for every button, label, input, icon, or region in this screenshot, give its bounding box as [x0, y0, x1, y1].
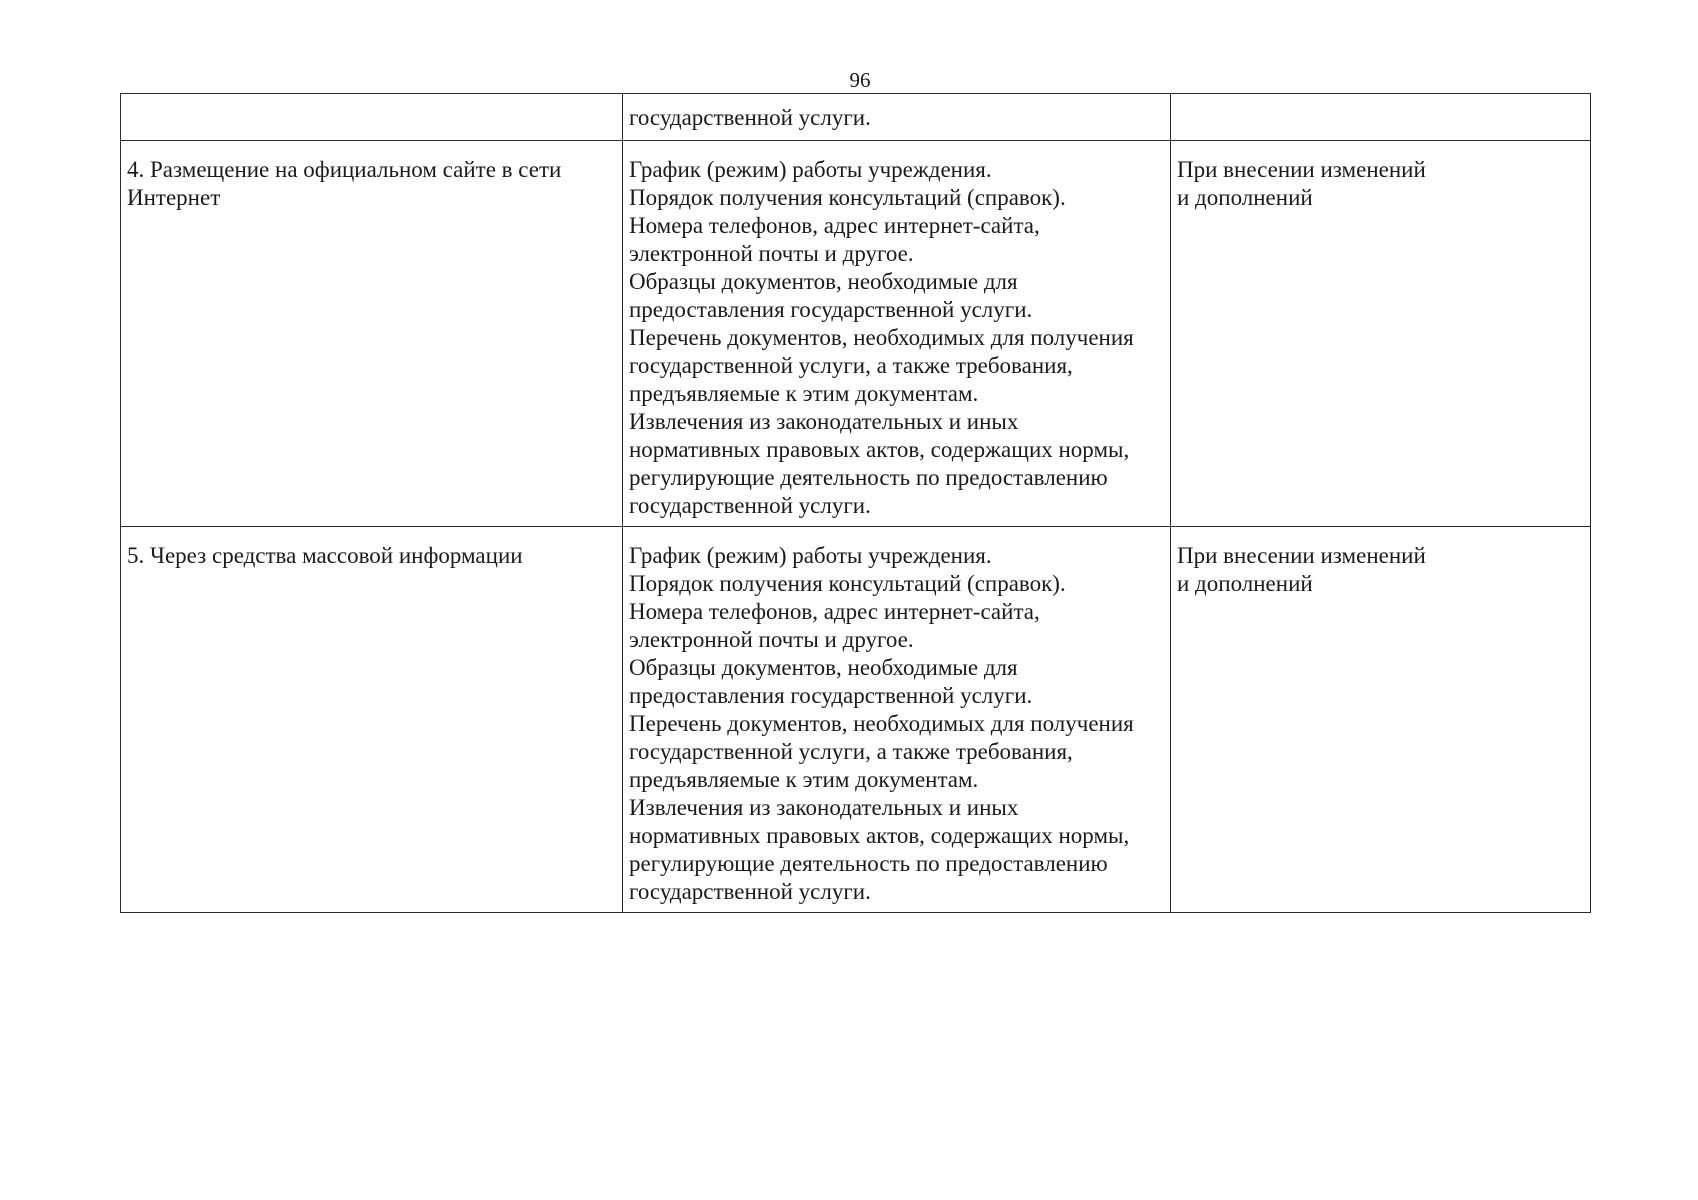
deadline-cell [1171, 94, 1591, 141]
table-row [121, 527, 1591, 913]
cell-text-line: предоставления государственной услуги. [629, 297, 1033, 322]
cell-text-line: Образцы документов, необходимые для [629, 269, 1018, 294]
cell-text-line: электронной почты и другое. [629, 241, 914, 266]
cell-text-line: Перечень документов, необходимых для получения [629, 711, 1134, 736]
cell-text-line: При внесении изменений [1177, 543, 1426, 568]
cell-text-line: Номера телефонов, адрес интернет-сайта, [629, 213, 1040, 238]
method-cell [121, 141, 623, 527]
deadline-cell [1171, 141, 1591, 527]
cell-text-line: государственной услуги. [629, 493, 871, 518]
cell-text-line: государственной услуги. [629, 879, 871, 904]
cell-text-line: предъявляемые к этим документам. [629, 381, 979, 406]
cell-text-line: Порядок получения консультаций (справок). [629, 185, 1066, 210]
cell-text-line: Номера телефонов, адрес интернет-сайта, [629, 599, 1040, 624]
cell-text-line: Образцы документов, необходимые для [629, 655, 1018, 680]
deadline-cell [1171, 527, 1591, 913]
cell-text-line: предоставления государственной услуги. [629, 683, 1033, 708]
cell-text-line: График (режим) работы учреждения. [629, 543, 992, 568]
cell-text-line: и дополнений [1177, 185, 1313, 210]
cell-text-line: нормативных правовых актов, содержащих нормы, [629, 437, 1130, 462]
cell-text-line: электронной почты и другое. [629, 627, 914, 652]
cell-text-line: государственной услуги, а также требования, [629, 353, 1073, 378]
content-cell [623, 94, 1171, 141]
cell-text-line: государственной услуги. [629, 105, 871, 130]
cell-text-line: При внесении изменений [1177, 157, 1426, 182]
method-cell [121, 94, 623, 141]
cell-text-line: Извлечения из законодательных и иных [629, 409, 1019, 434]
content-cell [623, 141, 1171, 527]
cell-text-line: регулирующие деятельность по предоставлению [629, 465, 1108, 490]
content-cell [623, 527, 1171, 913]
cell-text-line: нормативных правовых актов, содержащих нормы, [629, 823, 1130, 848]
cell-text-line: Порядок получения консультаций (справок). [629, 571, 1066, 596]
method-cell [121, 527, 623, 913]
info-table [120, 93, 1591, 913]
table-row [121, 94, 1591, 141]
cell-text-line: предъявляемые к этим документам. [629, 767, 979, 792]
page-number: 96 [849, 68, 871, 92]
cell-text-line: 5. Через средства массовой информации [127, 543, 523, 568]
cell-text-line: Перечень документов, необходимых для получения [629, 325, 1134, 350]
cell-text-line: 4. Размещение на официальном сайте в сети [127, 157, 562, 182]
cell-text-line: государственной услуги, а также требования, [629, 739, 1073, 764]
cell-text-line: График (режим) работы учреждения. [629, 157, 992, 182]
cell-text-line: Интернет [127, 185, 221, 210]
cell-text-line: регулирующие деятельность по предоставлению [629, 851, 1108, 876]
table-row [121, 141, 1591, 527]
cell-text-line: и дополнений [1177, 571, 1313, 596]
cell-text-line: Извлечения из законодательных и иных [629, 795, 1019, 820]
